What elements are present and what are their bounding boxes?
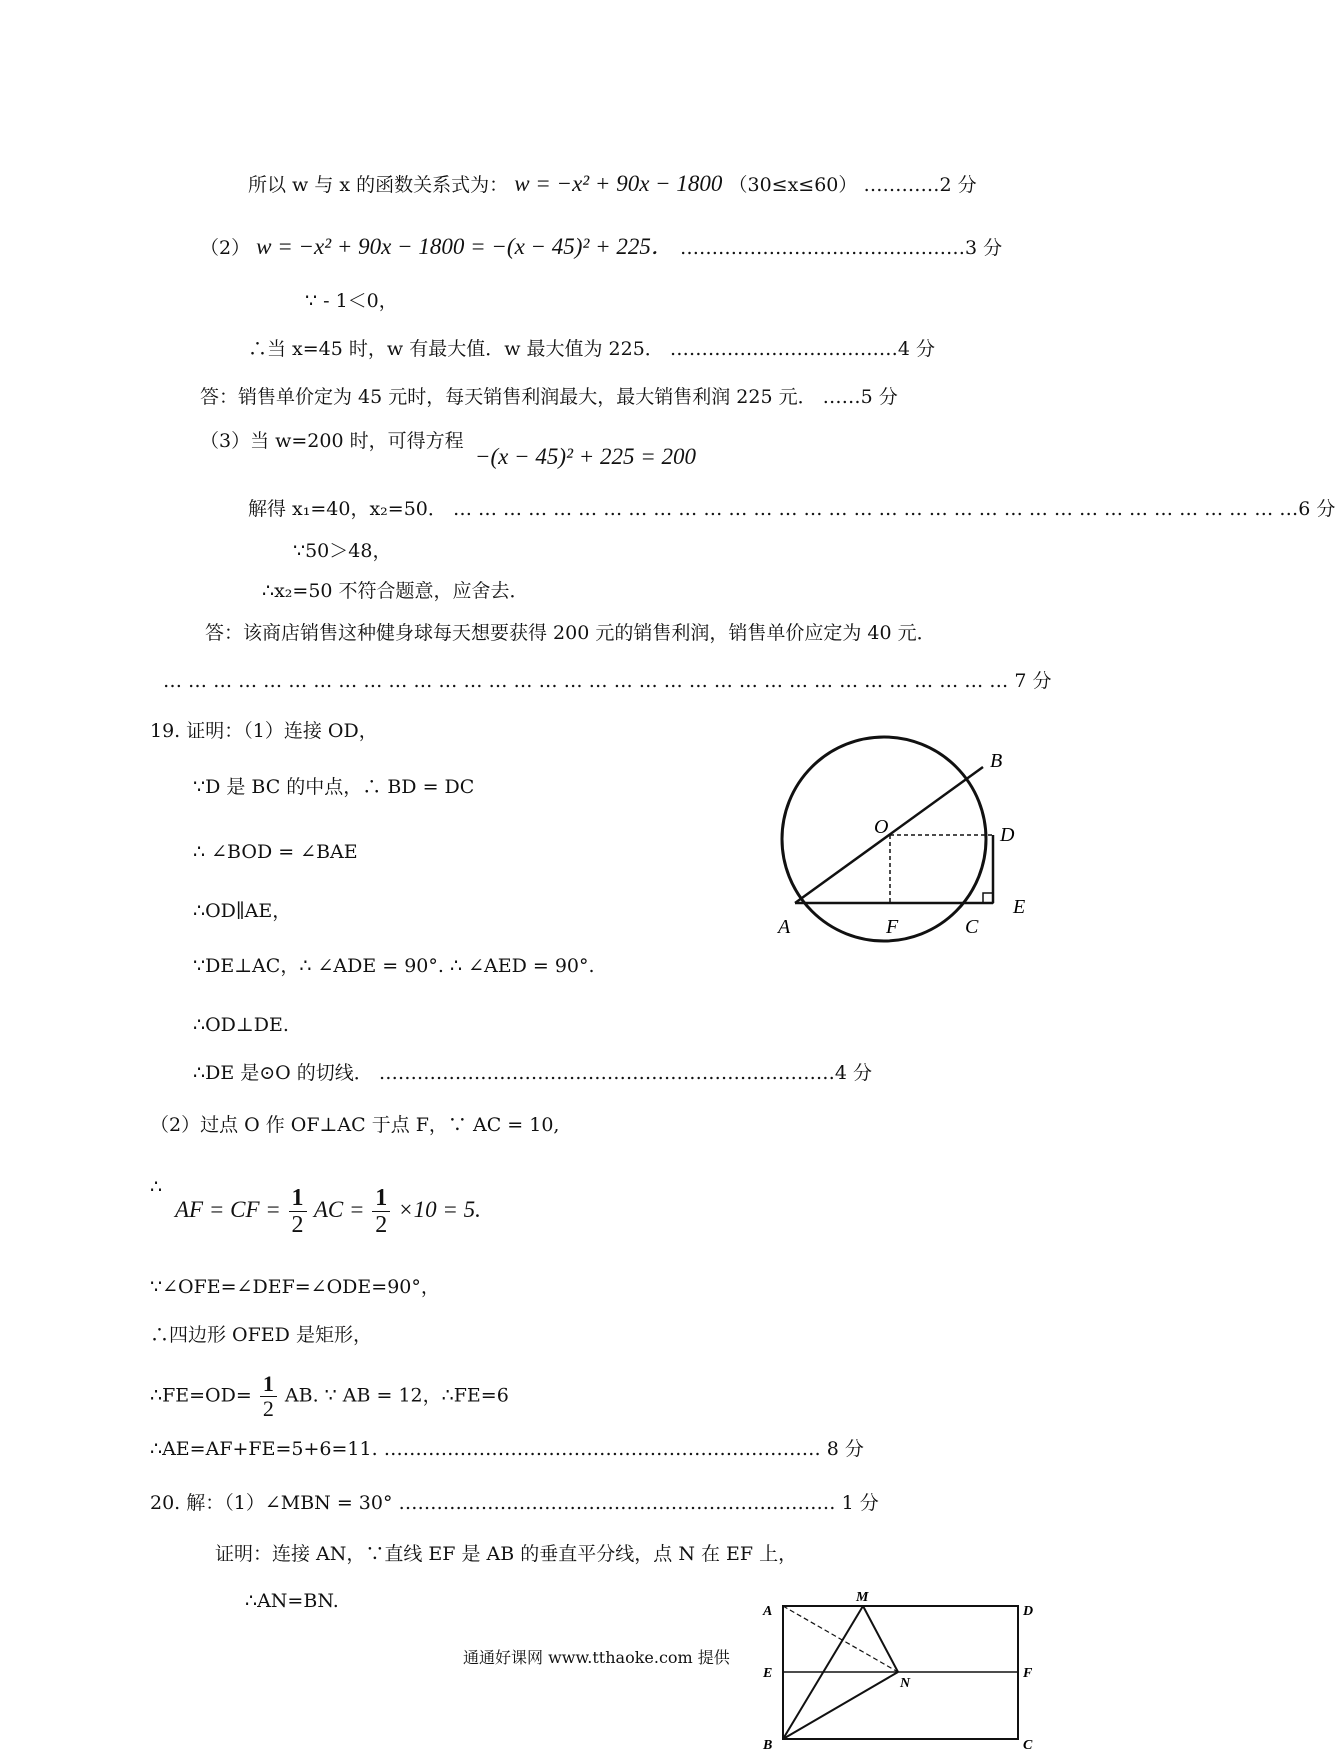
q18-answer-text: 答：销售单价定为 45 元时，每天销售利润最大，最大销售利润 225 元． xyxy=(200,386,817,408)
q19-part2-equation xyxy=(175,1185,481,1239)
line-BN xyxy=(783,1672,898,1739)
q18-answer-score: 5 分 xyxy=(860,386,898,408)
q18-part2-score: 3 分 xyxy=(964,237,1003,259)
q18-answer-dots: …… xyxy=(822,386,861,408)
q19-line7-score: 4 分 xyxy=(834,1062,872,1084)
q19-eq-frac2 xyxy=(372,1185,390,1239)
circle-figure xyxy=(760,745,1070,945)
q18-solve-text: 解得 x₁=40，x₂=50． xyxy=(248,498,447,520)
q19-line13-dots: …………………………………………………………… xyxy=(383,1438,821,1460)
q18-solve-dots: … … … … … … … … … … … … … … … … … … … … … … … … … … … … … … … … … … xyxy=(452,498,1299,520)
frac2-den: 2 xyxy=(375,1212,388,1239)
q19-eq-left: AF = CF = xyxy=(175,1197,281,1223)
q19-line12-frac xyxy=(260,1372,277,1421)
q19-line2: ∵D 是 BC 的中点，∴ BD = DC xyxy=(193,776,475,798)
q18-therefore-text: ∴当 x=45 时，w 有最大值．w 最大值为 225． xyxy=(248,338,664,360)
q18-line1-dots: ………… xyxy=(863,174,940,196)
q19-line7-text: ∴DE 是⊙O 的切线． xyxy=(193,1062,373,1084)
q18-part2-line xyxy=(200,235,1002,258)
label-O: O xyxy=(874,816,889,838)
q18-answer-line xyxy=(200,388,898,407)
q18-line1-formula: w = −x² + 90x − 1800 xyxy=(514,171,723,196)
right-angle-mark xyxy=(983,893,993,903)
q18-therefore-score: 4 分 xyxy=(897,338,935,360)
q19-line6: ∴OD⊥DE. xyxy=(193,1014,289,1036)
q19-eq-mid: AC = xyxy=(313,1197,365,1223)
q18-therefore-dots: ……………………………… xyxy=(669,338,898,360)
label-E: E xyxy=(1013,896,1026,918)
q18-line1-text: 所以 w 与 x 的函数关系式为： xyxy=(248,174,509,196)
label-A: A xyxy=(778,916,791,938)
frac3-num: 1 xyxy=(260,1372,277,1397)
q19-line3: ∴ ∠BOD = ∠BAE xyxy=(193,841,358,863)
q20-title xyxy=(150,1494,879,1513)
q18-line1 xyxy=(248,172,977,195)
q20-line3: ∴AN=BN. xyxy=(245,1590,339,1612)
rect-label-A: A xyxy=(763,1604,773,1619)
q19-line7-dots: ……………………………………………………………… xyxy=(378,1062,835,1084)
q18-final-answer: 答：该商店销售这种健身球每天想要获得 200 元的销售利润，销售单价应定为 40 元． xyxy=(205,622,936,644)
q18-therefore2-line: ∴x₂=50 不符合题意，应舍去． xyxy=(262,580,529,602)
rect-label-B: B xyxy=(763,1738,773,1753)
q19-part2: （2）过点 O 作 OF⊥AC 于点 F，∵ AC = 10, xyxy=(150,1114,560,1136)
q19-part2-therefore: ∴ xyxy=(150,1176,163,1198)
label-D: D xyxy=(1000,824,1015,846)
q19-line12-b: AB. ∵ AB = 12，∴FE=6 xyxy=(284,1384,509,1407)
q19-line12 xyxy=(150,1372,509,1421)
q18-final-score: 7 分 xyxy=(1014,670,1052,692)
q19-title: 19. 证明：（1）连接 OD， xyxy=(150,720,378,742)
q18-because-line: ∵ - 1＜0， xyxy=(305,290,398,312)
q20-title-score: 1 分 xyxy=(841,1492,879,1514)
q18-line1-score: 2 分 xyxy=(939,174,977,196)
q18-therefore-line xyxy=(248,340,935,359)
rect-label-M: M xyxy=(856,1590,869,1605)
frac3-den: 2 xyxy=(262,1396,274,1422)
q18-part2-dots: ……………………………………… xyxy=(679,237,965,259)
q20-title-text: 20. 解：（1）∠MBN = 30° xyxy=(150,1492,393,1514)
q18-part2-formula: w = −x² + 90x − 1800 = −(x − 45)² + 225． xyxy=(256,234,674,259)
q19-line5: ∵DE⊥AC，∴ ∠ADE = 90°. ∴ ∠AED = 90°. xyxy=(193,955,595,977)
rect-label-D: D xyxy=(1023,1604,1034,1619)
q18-final-dots: … … … … … … … … … … … … … … … … … … … … … … … … … … … … … … … … … … xyxy=(163,670,1009,692)
q18-final-dots-line xyxy=(163,672,1052,691)
q19-line13-score: 8 分 xyxy=(826,1438,864,1460)
q19-line13-text: ∴AE=AF+FE=5+6=11. xyxy=(150,1438,378,1460)
q19-line7 xyxy=(193,1064,872,1083)
rect-label-E: E xyxy=(763,1666,773,1681)
q19-eq-frac1 xyxy=(289,1185,307,1239)
frac1-den: 2 xyxy=(291,1212,304,1239)
q20-line2: 证明：连接 AN，∵直线 EF 是 AB 的垂直平分线，点 N 在 EF 上， xyxy=(215,1543,798,1565)
rectangle-figure xyxy=(755,1585,1045,1753)
q18-because2-line: ∵50＞48， xyxy=(293,540,392,562)
label-C: C xyxy=(965,916,979,938)
rect-label-F: F xyxy=(1023,1666,1033,1681)
q18-solve-score: 6 分 xyxy=(1298,498,1335,520)
q18-part3-line: （3）当 w=200 时，可得方程 xyxy=(200,430,464,452)
q19-line11: ∴四边形 OFED 是矩形， xyxy=(150,1324,372,1346)
rect-label-C: C xyxy=(1023,1738,1033,1753)
label-B: B xyxy=(990,750,1003,772)
q19-line4: ∴OD∥AE， xyxy=(193,900,292,922)
q19-eq-right: ×10 = 5. xyxy=(398,1197,481,1223)
label-F: F xyxy=(886,916,899,938)
q19-line12-a: ∴FE=OD= xyxy=(150,1384,252,1407)
q18-part3-formula: −(x − 45)² + 225 = 200 xyxy=(475,444,697,469)
q19-line10: ∵∠OFE=∠DEF=∠ODE=90°， xyxy=(150,1276,440,1298)
q18-part2-label: （2） xyxy=(200,237,251,259)
frac2-num: 1 xyxy=(372,1185,390,1212)
rect-label-N: N xyxy=(900,1676,911,1691)
q18-solve-line xyxy=(248,500,1335,519)
q20-title-dots: …………………………………………………………… xyxy=(398,1492,836,1514)
q19-line13 xyxy=(150,1440,864,1459)
q18-line1-range: （30≤x≤60） xyxy=(728,174,858,196)
frac1-num: 1 xyxy=(289,1185,307,1212)
page-footer: 通通好课网 www.tthaoke.com 提供 xyxy=(463,1648,730,1667)
